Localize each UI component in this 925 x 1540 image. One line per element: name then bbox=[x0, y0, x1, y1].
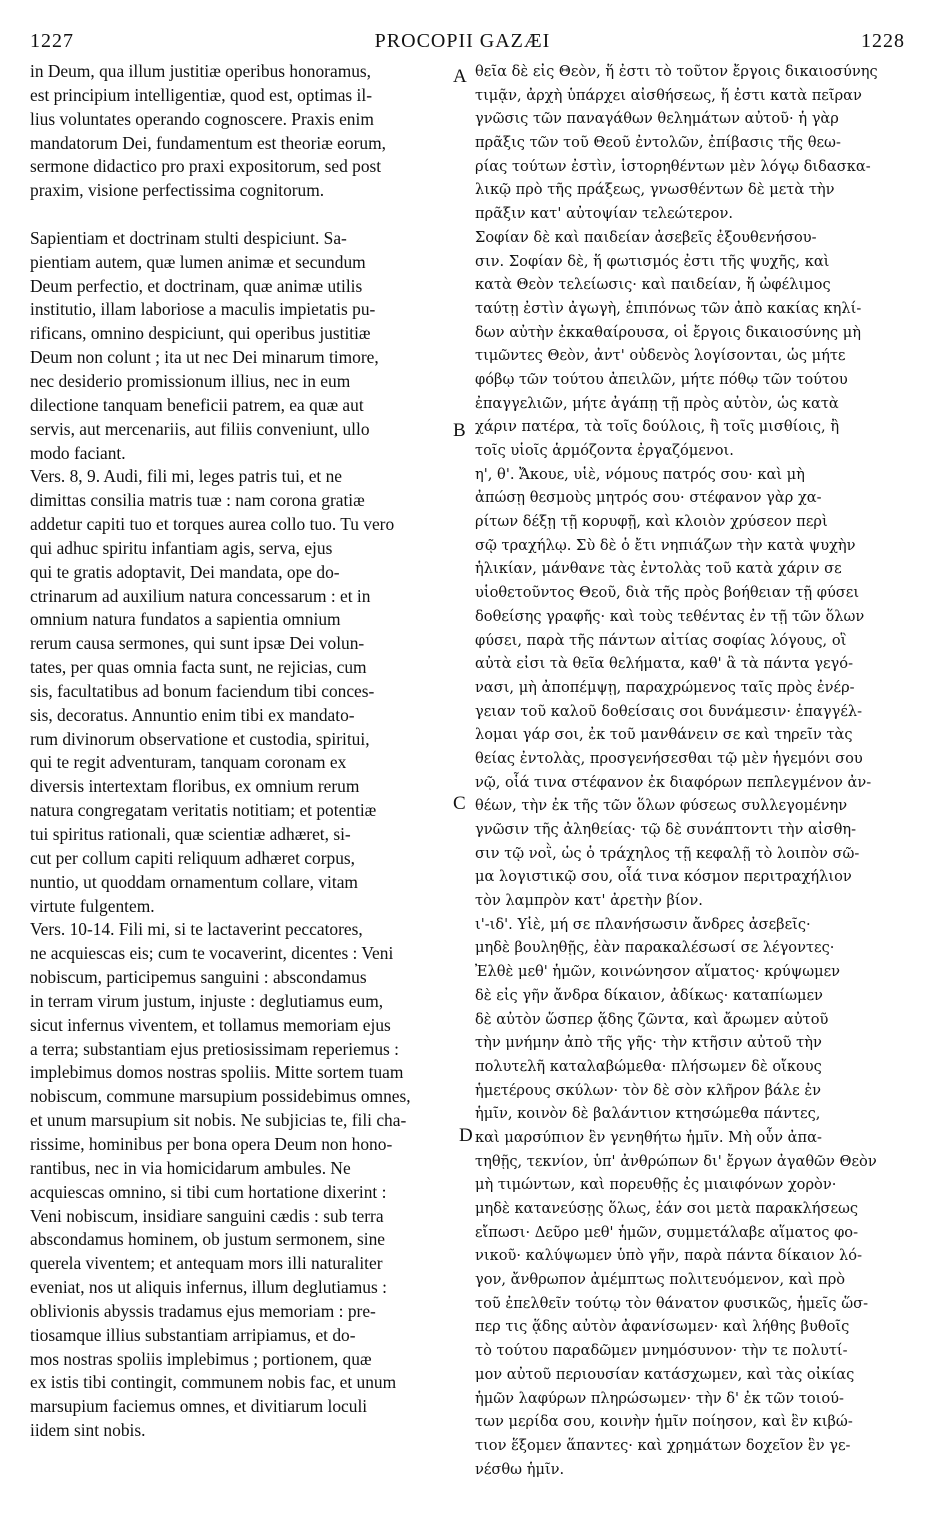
greek-text-line: τὸν λαμπρὸν κατ' ἀρετὴν βίον. bbox=[475, 892, 703, 910]
greek-text-line: τιον ἕξομεν ἅπαντες· καὶ χρημάτων δοχεῖον ἓν γε- bbox=[475, 1436, 851, 1454]
latin-text-line: Vers. 10-14. Fili mi, si te lactaverint peccatores, bbox=[30, 919, 363, 940]
latin-text-line: eveniat, nos ut aliquis infernus, illum deglutiamus : bbox=[30, 1277, 387, 1298]
latin-text-line: virtute fulgentem. bbox=[30, 895, 155, 916]
latin-text-line: sis, facultatibus ad bonum faciendum tibi conces- bbox=[30, 680, 375, 701]
latin-text-line: abscondamus hominem, ob justum sermonem, sine bbox=[30, 1229, 386, 1250]
latin-text-line: a terra; substantiam ejus pretiosissimam reperiemus : bbox=[30, 1038, 399, 1059]
greek-text-line: γνῶσιν τῆς ἀληθείας· τῷ δὲ συνάπτοντι τὴν αἰσθη- bbox=[475, 821, 857, 838]
latin-text-line: qui adhuc spiritu infantiam agis, serva, ejus bbox=[30, 537, 333, 558]
greek-text-line: δὲ αὐτὸν ὥσπερ ᾅδης ζῶντα, καὶ ἄρωμεν αὐτοῦ bbox=[475, 1010, 829, 1028]
latin-text-line: sermone didactico pro praxi expositorum, sed post bbox=[30, 156, 382, 177]
latin-text-line: Veni nobiscum, insidiare sanguini cædis : sub terra bbox=[30, 1205, 384, 1226]
greek-text-line: μηδὲ κατανεύσῃς ὅλως, ἐάν σοι μετὰ παρακλήσεως bbox=[475, 1200, 859, 1217]
greek-text-line: τιμᾷν, ἀρχὴ ὑπάρχει αἰσθήσεως, ἥ ἐστι κατὰ πεῖραν bbox=[475, 86, 862, 104]
latin-text-line: rissime, hominibus per bona opera Deum non hono- bbox=[30, 1133, 393, 1154]
latin-text-line: oblivionis abyssis tradamus ejus memoriam : pre- bbox=[30, 1300, 376, 1321]
latin-text-line: ex istis tibi contingit, communem nobis fac, et unum bbox=[30, 1372, 397, 1393]
margin-marker-a: A bbox=[453, 66, 467, 87]
greek-text-line: μὴ τιμώντων, καὶ πορευθῇς ἐς μιαιφόνων χορὸν· bbox=[475, 1176, 837, 1194]
latin-text-line: dimittas consilia matris tuæ : nam corona gratiæ bbox=[30, 490, 365, 511]
latin-text-line: ctrinarum ad auxilium natura concessarum : et in bbox=[30, 585, 371, 606]
latin-text-line: rerum causa sermones, qui sunt ipsæ Dei volun- bbox=[30, 633, 365, 654]
latin-text-line: lius voluntates operando cognoscere. Praxis enim bbox=[30, 108, 374, 129]
greek-text-line: η', θ'. Ἄκουε, υἱὲ, νόμους πατρός σου· καὶ μὴ bbox=[475, 465, 805, 483]
greek-text-line: δοθείσης γραφῆς· καὶ τοὺς τεθέντας ἐν τῇ τῶν ὅλων bbox=[475, 607, 865, 625]
greek-text-line: εἴπωσι· Δεῦρο μεθ' ἡμῶν, συμμετάλαβε αἵματος φο- bbox=[475, 1223, 859, 1241]
greek-text-line: υἱοθετοῦντος Θεοῦ, διὰ τῆς πρὸς βοήθειαν τῇ φύσει bbox=[475, 584, 860, 602]
greek-text-line: γειαν τοῦ καλοῦ δοθείσαις σοι δυνάμεσιν· ἐπαγγέλ- bbox=[475, 702, 863, 720]
latin-text-line: institutio, illam laboriose a maculis impietatis pu- bbox=[30, 299, 376, 320]
greek-text-line: τοῖς υἱοῖς ἁρμόζοντα ἐργαζόμενοι. bbox=[475, 442, 734, 459]
greek-text-line: πολυτελῆ καταλαβώμεθα· πλήσωμεν δὲ οἴκους bbox=[475, 1057, 822, 1075]
latin-text-line: rantibus, nec in via homicidarum ambules. Ne bbox=[30, 1157, 351, 1178]
greek-text-line: νέσθω ἡμῖν. bbox=[475, 1460, 565, 1478]
latin-text-line: Sapientiam et doctrinam stulti despiciunt. Sa- bbox=[30, 227, 347, 248]
greek-text-line: ι'-ιδ'. Υἱὲ, μή σε πλανήσωσιν ἄνδρες ἀσεβεῖς· bbox=[475, 915, 811, 933]
latin-text-line: iidem sint nobis. bbox=[30, 1420, 146, 1441]
greek-text-line: ρίτων δέξῃ τῇ κορυφῇ, καὶ κλοιὸν χρύσεον περὶ bbox=[475, 513, 828, 531]
latin-text-line: marsupium faciemus omnes, et divitiarum loculi bbox=[30, 1396, 368, 1417]
latin-text-line: in terram virum justum, injuste : deglutiamus eum, bbox=[30, 990, 384, 1011]
greek-text-line: πρᾶξιν κατ' αὐτοψίαν τελεώτερον. bbox=[475, 205, 733, 223]
greek-text-line: Σοφίαν δὲ καὶ παιδείαν ἀσεβεῖς ἐξουθενήσου- bbox=[475, 228, 817, 246]
greek-text-line: σῷ τραχήλῳ. Σὺ δὲ ὁ ἔτι νηπιάζων τὴν κατὰ ψυχὴν bbox=[475, 536, 856, 554]
latin-text-line: qui te regit adventuram, tanquam coronam ex bbox=[30, 752, 347, 773]
greek-text-line: τηθῇς, τεκνίον, ὑπ' ἀνθρώπων δι' ἔργων ἀγαθῶν Θεὸν bbox=[475, 1152, 877, 1170]
latin-text-line: et unum marsupium sit nobis. Ne subjicias te, fili cha- bbox=[30, 1110, 407, 1131]
greek-text-line: ρίας τούτων ἐστὶν, ἱστορηθέντων μὲν λόγῳ διδασκα- bbox=[475, 157, 871, 175]
greek-text-line: ἐπαγγελιῶν, μήτε ἀγάπῃ τῇ πρὸς αὐτὸν, ὡς κατὰ bbox=[475, 394, 839, 412]
running-title: PROCOPII GAZÆI bbox=[374, 30, 551, 52]
greek-text-line: σιν τῷ νοῒ, ὡς ὁ τράχηλος τῇ κεφαλῇ τὸ λοιπὸν σῶ- bbox=[475, 844, 860, 862]
greek-text-line: θέων, τὴν ἐκ τῆς τῶν ὅλων φύσεως συλλεγομένην bbox=[475, 797, 848, 815]
greek-text-line: φόβῳ τῶν τούτου ἀπειλῶν, μήτε πόθῳ τῶν τούτου bbox=[475, 370, 848, 388]
latin-text-line: diversis intertextam floribus, ex omnium rerum bbox=[30, 776, 360, 797]
latin-text-line: acquiescas omnino, si tibi cum hortatione dixerint : bbox=[30, 1181, 387, 1202]
greek-text-line: δων αὐτὴν ἐκκαθαίρουσα, οἱ ἔργοις δικαιοσύνης μὴ bbox=[475, 323, 861, 341]
greek-text-line: ταύτῃ ἐστὶν ἀγωγὴ, ἐπιπόνως τῶν ἀπὸ κακίας κηλί- bbox=[475, 299, 862, 317]
greek-text-line: ἡμῶν λαφύρων πληρώσωμεν· τὴν δ' ἐκ τῶν τοιού- bbox=[475, 1389, 844, 1407]
greek-text-line: θείας ἐντολὰς, προσγενήσεσθαι τῷ μὲν ἡγεμόνι σου bbox=[475, 749, 863, 767]
greek-text-line: γνῶσις τῶν παναγάθων θελημάτων αὐτοῦ· ἡ γὰρ bbox=[475, 110, 839, 128]
greek-text-line: τὴν μνήμην ἀπὸ τῆς γῆς· τὴν κτῆσιν αὐτοῦ τὴν bbox=[475, 1034, 822, 1052]
margin-marker-d: D bbox=[459, 1125, 473, 1146]
greek-text-line: ἡμετέρους σκύλων· τὸν δὲ σὸν κλῆρον βάλε ἐν bbox=[475, 1081, 822, 1099]
latin-text-line: mandatorum Dei, fundamentum est theoriæ eorum, bbox=[30, 132, 386, 153]
margin-marker-c: C bbox=[453, 793, 466, 814]
latin-text-line: sis, decoratus. Annuntio enim tibi ex mandato- bbox=[30, 704, 355, 725]
latin-text-line: querela viventem; et antequam mors illi naturaliter bbox=[30, 1253, 383, 1274]
latin-text-line: nec desiderio promissionum illius, nec in eum bbox=[30, 370, 351, 391]
latin-text-line: cut per collum capiti reliquum adhæret corpus, bbox=[30, 847, 356, 868]
latin-text-line: qui te gratis adoptavit, Dei mandata, ope do- bbox=[30, 561, 340, 582]
greek-text-line: τοῦ ἐπελθεῖν τούτῳ τὸν θάνατον φυσικῶς, ἡμεῖς ὥσ- bbox=[475, 1294, 868, 1312]
greek-text-line: χάριν πατέρα, τὰ τοῖς δούλοις, ἢ τοῖς μισθίοις, ἢ bbox=[475, 418, 840, 436]
greek-text-line: Ἐλθὲ μεθ' ἡμῶν, κοινώνησον αἵματος· κρύψωμεν bbox=[475, 963, 841, 981]
right-page-number: 1228 bbox=[861, 30, 905, 52]
greek-text-line: νασι, μὴ ἀποπέμψῃ, παραχρώμενος ταῖς πρὸς ἐνέρ- bbox=[475, 678, 855, 696]
latin-text-line: Deum perfectio, et doctrinam, quæ animæ utilis bbox=[30, 275, 363, 296]
latin-text-line: mos nostras spoliis implebimus ; portionem, quæ bbox=[30, 1348, 372, 1369]
left-page-number: 1227 bbox=[30, 30, 74, 52]
latin-text-line: Deum non colunt ; ita ut nec Dei minarum timore, bbox=[30, 347, 379, 368]
latin-text-line: praxim, visione perfectissima cognitorum. bbox=[30, 180, 325, 201]
latin-text-line: addetur capiti tuo et torques aurea collo tuo. Tu vero bbox=[30, 514, 395, 535]
latin-text-line: tui spiritus rationali, quæ scientiæ adhæret, si- bbox=[30, 824, 351, 844]
margin-marker-b: B bbox=[453, 420, 466, 441]
greek-text-line: ἡμῖν, κοινὸν δὲ βαλάντιον κτησώμεθα πάντες, bbox=[475, 1105, 821, 1123]
greek-text-line: καὶ μαρσύπιον ἓν γενηθήτω ἡμῖν. Μὴ οὖν ἀπα- bbox=[475, 1128, 822, 1146]
latin-text-line: nuntio, ut quoddam ornamentum collare, vitam bbox=[30, 871, 358, 892]
greek-text-line: θεῖα δὲ εἰς Θεὸν, ἥ ἐστι τὸ τοῦτον ἔργοις δικαιοσύνης bbox=[475, 63, 878, 80]
latin-text-line: Vers. 8, 9. Audi, fili mi, leges patris tui, et ne bbox=[30, 466, 343, 487]
greek-text-line: λομαι γάρ σοι, ἐκ τοῦ μανθάνειν σε καὶ τηρεῖν τὰς bbox=[475, 726, 853, 744]
latin-text-line: rum divinorum observatione et custodia, spiritui, bbox=[30, 728, 370, 749]
greek-text-line: κατὰ Θεὸν τελείωσις· καὶ παιδείαν, ἥ ὠφέλιμος bbox=[475, 276, 831, 294]
greek-text-line: ἡλικίαν, μάνθανε τὰς ἐντολὰς τοῦ κατὰ χάριν σε bbox=[475, 560, 842, 578]
paragraph-gap bbox=[30, 203, 450, 227]
greek-text-line: φύσει, παρὰ τῆς πάντων αἰτίας σοφίας λόγους, οἳ bbox=[475, 631, 847, 649]
latin-text-line: sicut infernus viventem, et tollamus memoriam ejus bbox=[30, 1014, 391, 1035]
latin-text-line: tates, per quas omnia facta sunt, ne rejicias, cum bbox=[30, 657, 367, 678]
greek-text-line: δὲ εἰς γῆν ἄνδρα δίκαιον, ἀδίκως· καταπίωμεν bbox=[475, 986, 823, 1004]
greek-text-line: νῷ, οἷά τινα στέφανον ἐκ διαφόρων πεπλεγμένον ἀν- bbox=[475, 773, 872, 791]
greek-text-line: τιμῶντες Θεὸν, ἀντ' οὐδενὸς λογίσονται, ὡς μήτε bbox=[475, 347, 846, 365]
greek-text-line: λικῷ πρὸ τῆς πράξεως, γνωσθέντων δὲ μετὰ τὴν bbox=[475, 181, 835, 199]
latin-text-line: tiosamque illius substantiam arripiamus, et do- bbox=[30, 1324, 356, 1345]
latin-text-line: implebimus domos nostras spoliis. Mitte sortem tuam bbox=[30, 1062, 404, 1083]
latin-column bbox=[30, 60, 450, 1443]
latin-text-line: natura congregatam veritatis notitiam; et potentiæ bbox=[30, 800, 377, 821]
latin-text-line: est principium intelligentiæ, quod est, optimas il- bbox=[30, 84, 372, 105]
greek-text-line: μηδὲ βουληθῇς, ἐὰν παρακαλέσωσί σε λέγοντες· bbox=[475, 939, 835, 957]
latin-text-line: in Deum, qua illum justitiæ operibus honoramus, bbox=[30, 61, 372, 81]
greek-text-line: των μερίδα σου, κοινὴν ἡμῖν ποίησον, καὶ ἓν κιβώ- bbox=[475, 1413, 853, 1431]
greek-text-line: πρᾶξις τῶν τοῦ Θεοῦ ἐντολῶν, ἐπίβασις τῆς θεω- bbox=[475, 134, 841, 152]
greek-text-line: μον αὐτοῦ περιουσίαν κατάσχωμεν, καὶ τὰς οἰκίας bbox=[475, 1365, 855, 1383]
greek-text-line: περ τις ᾅδης αὐτὸν ἀφανίσωμεν· καὶ λήθης βυθοῖς bbox=[475, 1318, 850, 1336]
greek-text-line: μα λογιστικῷ σου, οἷά τινα κόσμον περιτραχήλιον bbox=[475, 868, 852, 886]
latin-text-line: rificans, omnino despiciunt, qui operibus justitiæ bbox=[30, 323, 371, 344]
latin-text-line: ne acquiescas eis; cum te vocaverint, dicentes : Veni bbox=[30, 943, 394, 964]
latin-text-line: omnium natura fundatos a sapientia omnium bbox=[30, 609, 341, 630]
greek-text-line: τὸ τούτου παραδῶμεν μνημόσυνον· τὴν τε πολυτί- bbox=[475, 1342, 848, 1360]
latin-text-line: nobiscum, participemus sanguini : abscondamus bbox=[30, 967, 367, 988]
greek-text-line: ἀπώσῃ θεσμοὺς μητρός σου· στέφανον γὰρ χα- bbox=[475, 489, 822, 507]
latin-text-line: dilectione tanquam beneficii patrem, ea quæ aut bbox=[30, 394, 364, 415]
greek-column bbox=[475, 60, 910, 1481]
greek-text-line: νικοῦ· καλύψωμεν ὑπὸ γῆν, παρὰ πάντα δίκαιον λό- bbox=[475, 1247, 863, 1265]
greek-text-line: σιν. Σοφίαν δὲ, ἥ φωτισμός ἐστι τῆς ψυχῆς, καὶ bbox=[475, 252, 830, 270]
latin-text-line: nobiscum, commune marsupium possidebimus omnes, bbox=[30, 1086, 411, 1107]
latin-text-line: modo faciant. bbox=[30, 442, 126, 463]
greek-text-line: αὐτὰ εἰσι τὰ θεῖα θελήματα, καθ' ἃ τὰ πάντα γεγό- bbox=[475, 655, 853, 673]
latin-text-line: pientiam autem, quæ lumen animæ et secundum bbox=[30, 251, 366, 272]
latin-text-line: servis, aut mercenariis, aut filiis conveniunt, ullo bbox=[30, 418, 370, 439]
greek-text-line: γον, ἄνθρωπον ἀμέμπτως πολιτευόμενον, καὶ πρὸ bbox=[475, 1271, 846, 1289]
